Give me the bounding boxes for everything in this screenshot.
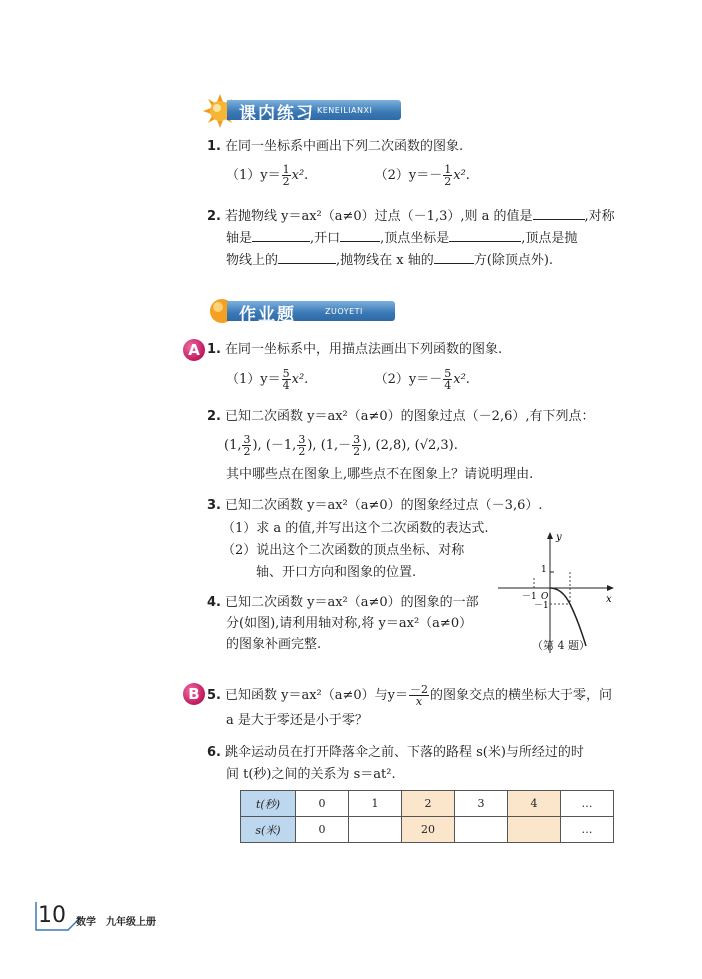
level-a-badge: A [183, 339, 205, 361]
homework-question-3-part-2-cont: 轴、开口方向和图象的位置. [256, 565, 417, 580]
table-cell: 20 [402, 817, 455, 843]
homework-question-6-line-2: 间 t(秒)之间的关系为 s＝at². [226, 767, 396, 782]
question-2-line-2: 轴是 ,开口 ,顶点坐标是 ,顶点是抛 [226, 228, 577, 248]
table-cell: 0 [296, 817, 349, 843]
table-cell: 2 [402, 791, 455, 817]
homework-question-3-part-1: （1）求 a 的值,并写出这个二次函数的表达式. [222, 521, 489, 536]
table-cell: … [561, 791, 614, 817]
homework-question-2: 2. 已知二次函数 y＝ax²（a≠0）的图象过点（－2,6）,有下列点： [207, 409, 595, 424]
section-title: 作业题 [239, 305, 296, 325]
homework-question-2-points: (1, $\frac{3}{2}$ ), (－1, $\frac{3}{2}$ ), (1,－ $\frac{3}{2}$ ), (2,8), (√2,3). [224, 433, 458, 458]
table-cell: s(米) [241, 817, 296, 843]
footer-book-title: 数学 九年级上册 [76, 917, 156, 928]
y-tick-1: 1 [541, 565, 547, 575]
homework-question-1: 1. 在同一坐标系中，用描点法画出下列函数的图象. [207, 342, 503, 357]
homework-question-4-line-3: 的图象补画完整. [226, 637, 322, 652]
y-tick-neg-1: －1 [534, 601, 549, 611]
homework-question-2-ask: 其中哪些点在图象上,哪些点不在图象上？请说明理由. [226, 467, 534, 482]
homework-question-3-part-2: （2）说出这个二次函数的顶点坐标、对称 [222, 543, 465, 558]
section-title: 课内练习 [239, 104, 315, 124]
question-2-line-1: 2. 若抛物线 y＝ax²（a≠0）过点（－1,3）,则 a 的值是 ,对称 [207, 206, 615, 226]
figure-caption: （第 4 题） [532, 639, 590, 652]
section-banner-homework [203, 298, 403, 324]
homework-question-4-line-2: 分(如图),请利用轴对称,将 y＝ax²（a≠0） [226, 616, 473, 631]
table-cell [349, 817, 402, 843]
homework-question-5-line-1: 5. 已知函数 y＝ax²（a≠0）与y＝ $\frac{-2}{x}$ 的图象交点的横坐标大于零，问 [207, 683, 613, 708]
homework-question-3: 3. 已知二次函数 y＝ax²（a≠0）的图象经过点（－3,6）. [207, 498, 543, 513]
question-1: 1. 在同一坐标系中画出下列二次函数的图象. [207, 139, 464, 154]
page-number: 10 [38, 903, 66, 928]
table-cell [455, 817, 508, 843]
y-axis-label: y [556, 532, 562, 543]
section-subtitle: KENEILIANXI [317, 106, 373, 115]
time-distance-table [240, 790, 614, 843]
x-tick-neg-1: －1 [522, 592, 537, 602]
homework-question-4-line-1: 4. 已知二次函数 y＝ax²（a≠0）的图象的一部 [207, 595, 479, 610]
table-cell: t(秒) [241, 791, 296, 817]
origin-label: O [541, 592, 549, 602]
homework-question-6-line-1: 6. 跳伞运动员在打开降落伞之前、下落的路程 s(米)与所经过的时 [207, 745, 584, 760]
table-cell [508, 817, 561, 843]
table-cell: 3 [455, 791, 508, 817]
question-2-line-3: 物线上的 ,抛物线在 x 轴的 方(除顶点外). [226, 250, 553, 270]
question-1-parts: （1）y＝ $\frac{1}{2}$ x². （2）y＝－ $\frac{1}{2}$ x². [226, 163, 470, 188]
table-cell: 1 [349, 791, 402, 817]
table-row [241, 817, 614, 843]
homework-question-5-line-2: a 是大于零还是小于零？ [226, 713, 368, 728]
x-axis-label: x [606, 594, 612, 605]
section-subtitle: ZUOYETI [325, 307, 363, 316]
table-cell: 0 [296, 791, 349, 817]
section-banner-practice [203, 97, 403, 123]
table-cell: 4 [508, 791, 561, 817]
level-b-badge: B [183, 683, 205, 705]
table-row [241, 791, 614, 817]
homework-question-1-parts: （1）y＝ $\frac{5}{4}$ x². （2）y＝－ $\frac{5}{4}$ x². [226, 367, 470, 392]
table-cell: … [561, 817, 614, 843]
